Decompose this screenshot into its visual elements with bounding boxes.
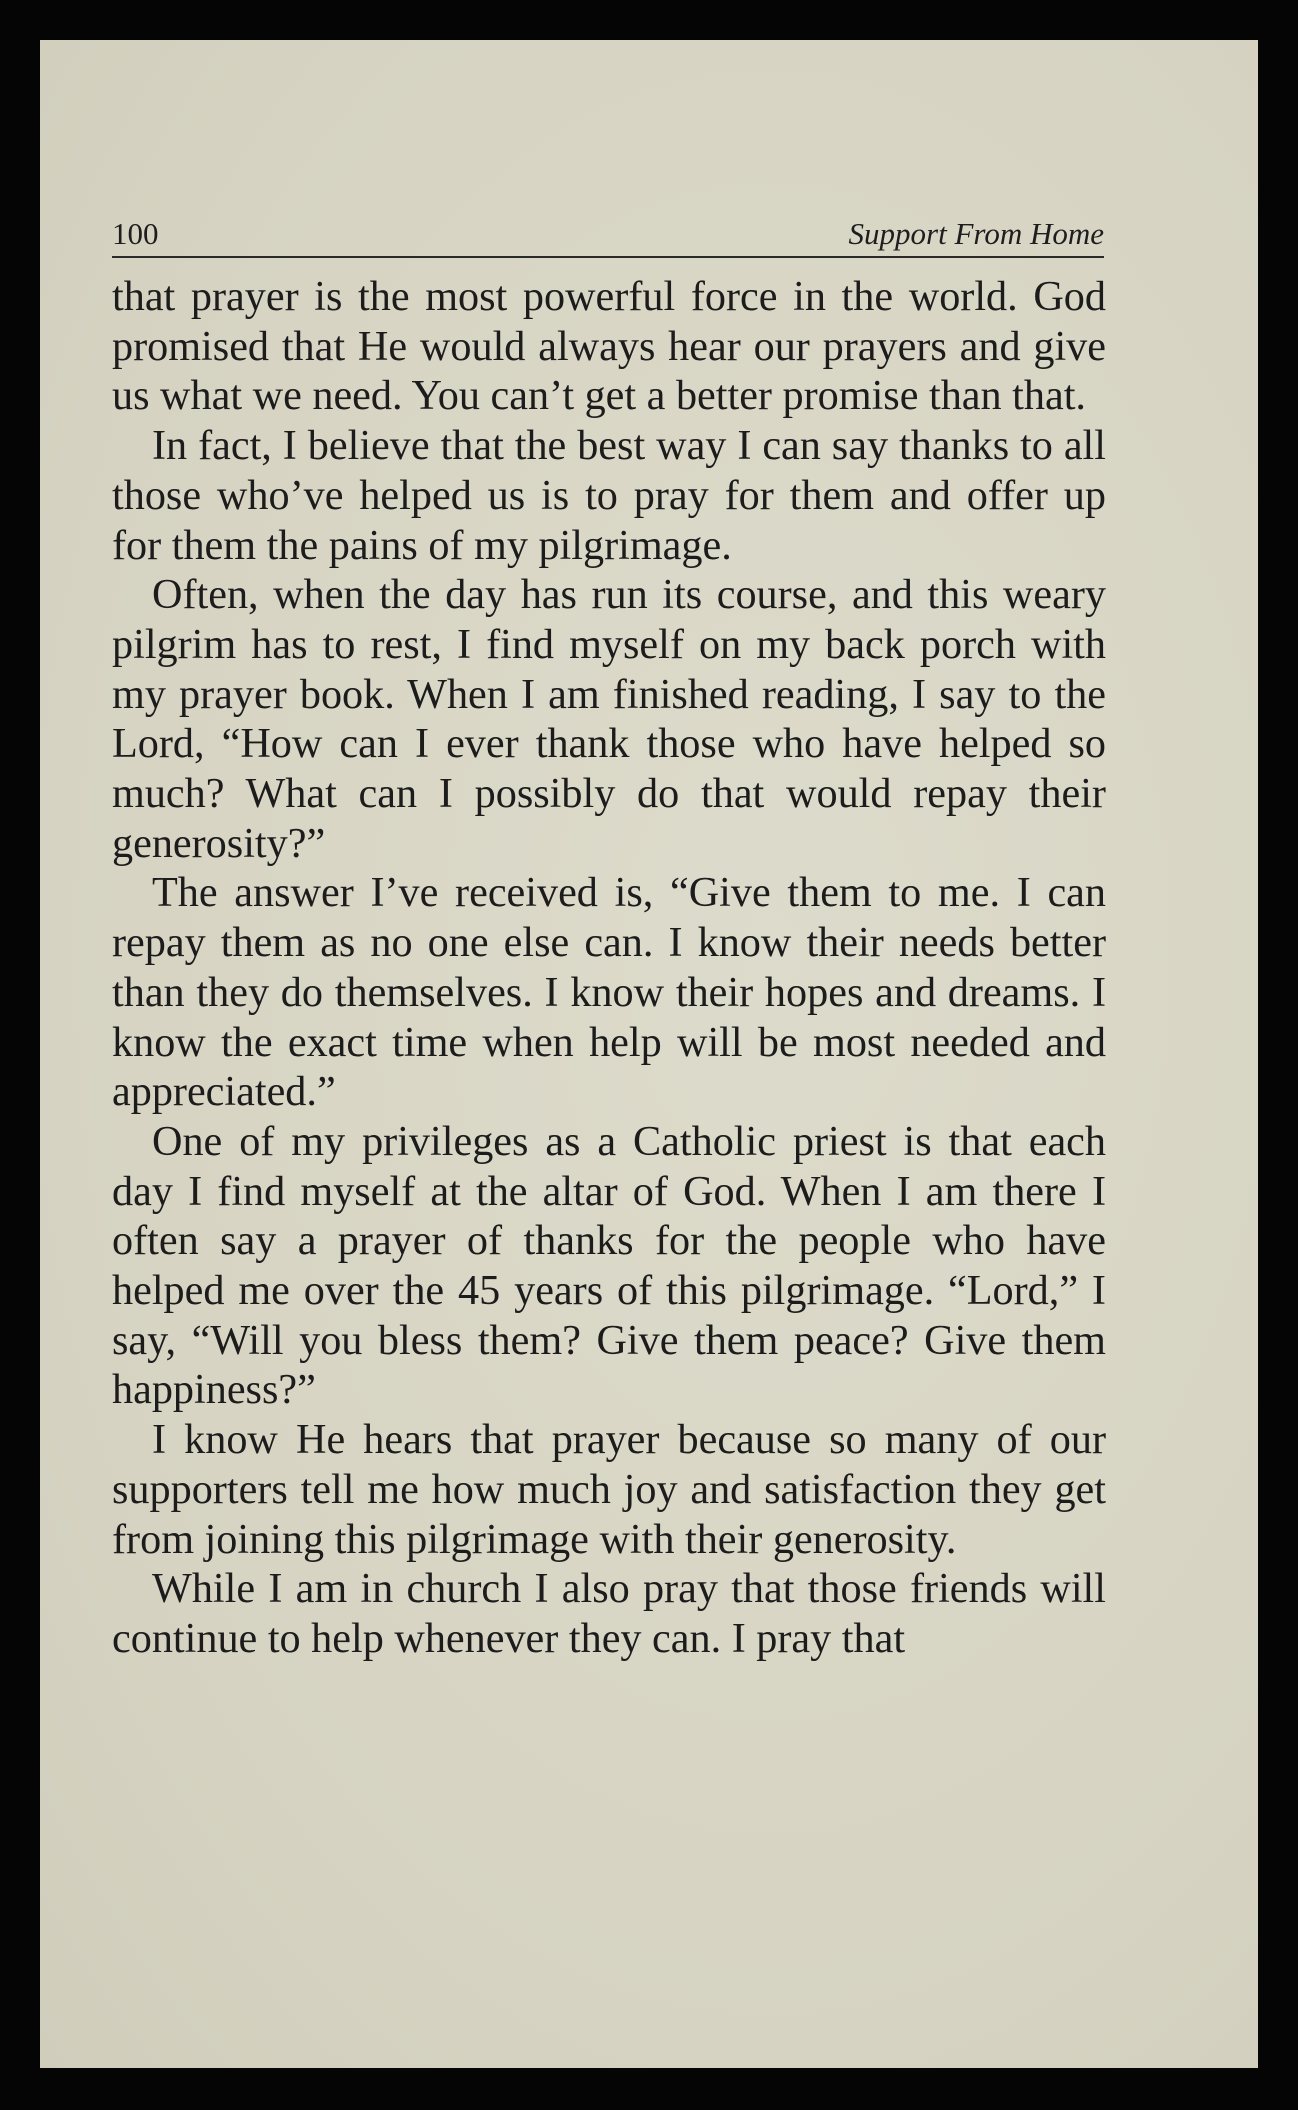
paragraph: One of my privileges as a Catholic priest is that each day I find myself at the altar of God. When I am there I often say a prayer of thanks for the people who have helped me over the 45 years of this pilgrimage. “Lord,” I say, “Will you bless them? Give them peace? Give them happiness?” (112, 1117, 1106, 1414)
paragraph: Often, when the day has run its course, and this weary pilgrim has to rest, I find myself on my back porch with my prayer book. When I am finished reading, I say to the Lord, “How can I ever thank those who have helped so much? What can I possibly do that would repay their generosity?” (112, 571, 1106, 867)
page-number: 100 (112, 216, 159, 251)
body-text (112, 272, 1106, 1664)
paragraph: In fact, I believe that the best way I can say thanks to all those who’ve helped us is to pray for them and offer up for them the pains of my pilgrimage. (112, 422, 1106, 569)
page-header (112, 212, 1104, 258)
paragraph: I know He hears that prayer because so many of our supporters tell me how much joy and satisfaction they get from joining this pilgrimage with their generosity. (112, 1416, 1106, 1563)
running-title: Support From Home (848, 216, 1104, 251)
paragraph: While I am in church I also pray that those friends will continue to help whenever they can. I pray that (112, 1565, 1106, 1662)
paragraph: that prayer is the most powerful force in the world. God promised that He would always hear our prayers and give us what we need. You can’t get a better promise than that. (112, 273, 1106, 420)
paragraph: The answer I’ve received is, “Give them to me. I can repay them as no one else can. I know their needs better than they do themselves. I know their hopes and dreams. I know the exact time when help will be most needed and appreciated.” (112, 869, 1106, 1116)
